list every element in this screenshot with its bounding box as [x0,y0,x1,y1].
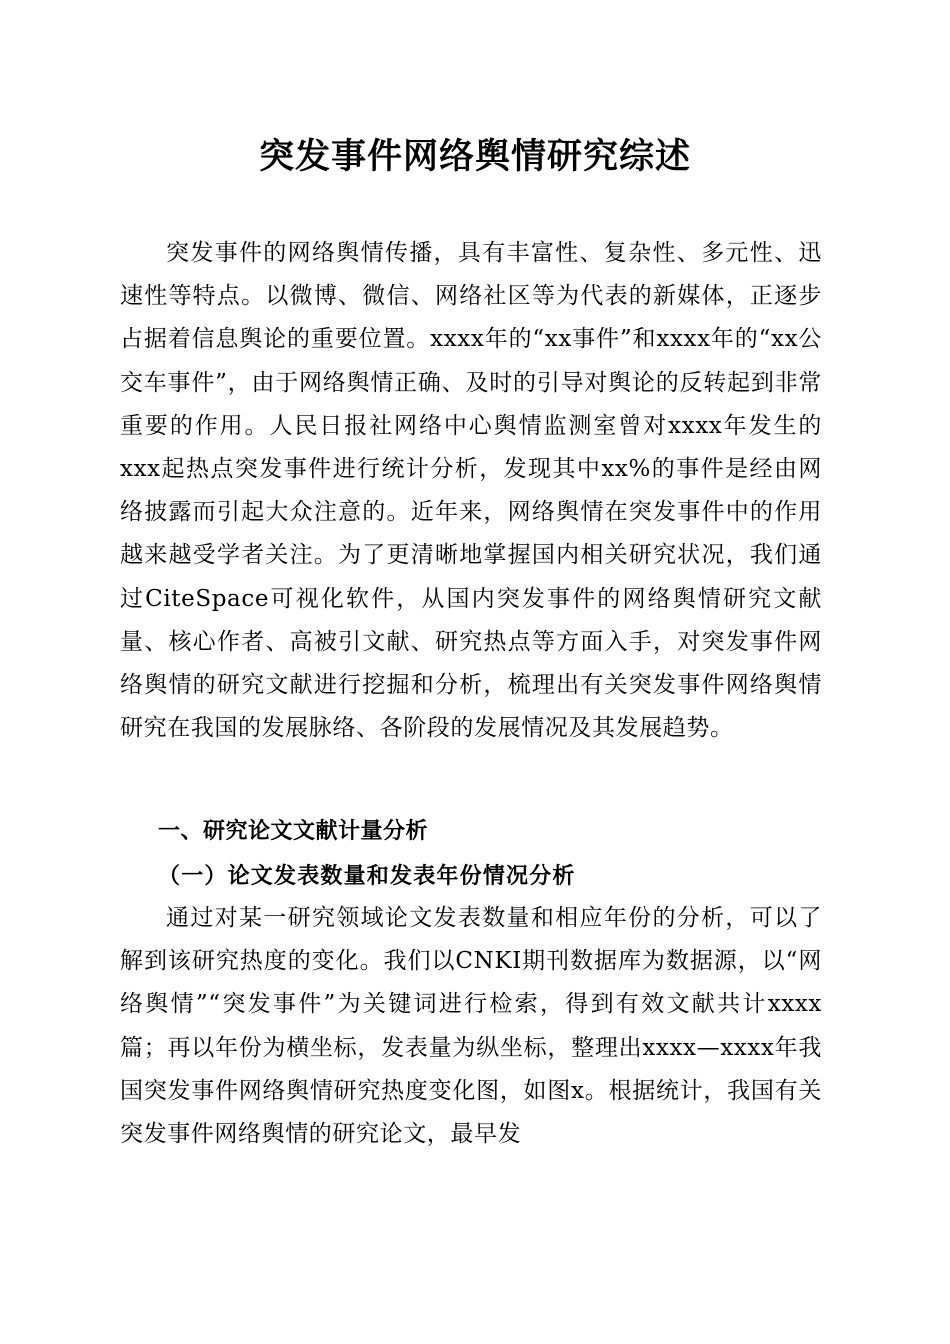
section-heading: 一、研究论文文献计量分析 [158,819,429,844]
subsection-heading: （一）论文发表数量和发表年份情况分析 [158,863,576,889]
document-title: 突发事件网络舆情研究综述 [258,136,691,177]
body-paragraph: 通过对某一研究领域论文发表数量和相应年份的分析，可以了解到该研究热度的变化。我们以CNKI期刊数据库为数据源，以“网络舆情”“突发事件”为关键词进行检索，得到有效文献共计xxxx篇；再以年份为横坐标，发表量为纵坐标，整理出xxxx—xxxx年我国突发事件网络舆情研究热度变化图，如图x。根据统计，我国有关突发事件网络舆情的研究论文，最早发 [120,905,822,1148]
intro-paragraph: 突发事件的网络舆情传播，具有丰富性、复杂性、多元性、迅速性等特点。以微博、微信、网络社区等为代表的新媒体，正逐步占据着信息舆论的重要位置。xxxx年的“xx事件”和xxxx年的“xx公交车事件”，由于网络舆情正确、及时的引导对舆论的反转起到非常重要的作用。人民日报社网络中心舆情监测室曾对xxxx年发生的xxx起热点突发事件进行统计分析，发现其中xx%的事件是经由网络披露而引起大众注意的。近年来，网络舆情在突发事件中的作用越来越受学者关注。为了更清晰地掌握国内相关研究状况，我们通过CiteSpace可视化软件，从国内突发事件的网络舆情研究文献量、核心作者、高被引文献、研究热点等方面入手，对突发事件网络舆情的研究文献进行挖掘和分析，梳理出有关突发事件网络舆情研究在我国的发展脉络、各阶段的发展情况及其发展趋势。 [120,240,822,742]
